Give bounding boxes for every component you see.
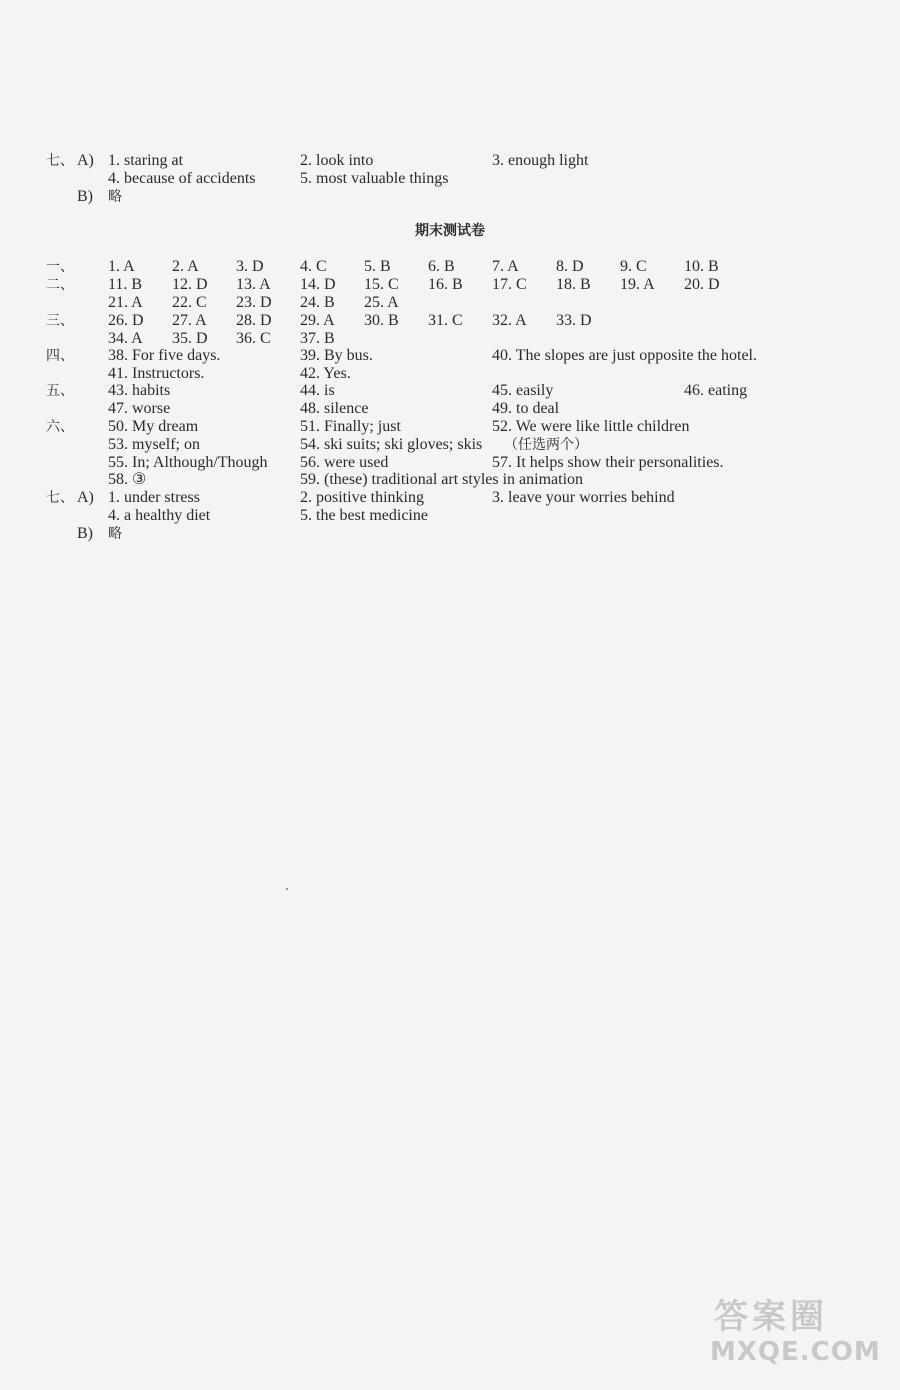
sub-label-a: A) — [77, 152, 94, 169]
answer-item: 19. A — [620, 276, 655, 293]
answer-item: 31. C — [428, 312, 463, 329]
section-label: 二、 — [46, 277, 74, 293]
answer-item: 58. ③ — [108, 471, 147, 488]
section-label: 三、 — [46, 313, 74, 329]
section-label: 五、 — [46, 383, 74, 399]
scan-speck — [286, 888, 288, 890]
answer-item: 3. D — [236, 258, 264, 275]
answer-item: 1. staring at — [108, 152, 184, 169]
sub-label-a: A) — [77, 489, 94, 506]
answer-note: （任选两个） — [504, 437, 588, 453]
answer-item: 18. B — [556, 276, 591, 293]
answer-item: 28. D — [236, 312, 272, 329]
watermark-text-en: MXQE.COM — [710, 1337, 881, 1367]
section-label: 七、 — [46, 153, 74, 169]
page-title: 期末测试卷 — [415, 223, 485, 239]
answer-item: 53. myself; on — [108, 436, 200, 453]
answer-item: 35. D — [172, 330, 208, 347]
sub-label-b: B) — [77, 188, 93, 205]
answer-item: 略 — [108, 526, 122, 542]
answer-item: 12. D — [172, 276, 208, 293]
section-label: 四、 — [46, 348, 74, 364]
answer-item: 6. B — [428, 258, 455, 275]
answer-item: 1. under stress — [108, 489, 200, 506]
answer-item: 15. C — [364, 276, 399, 293]
answer-item: 3. leave your worries behind — [492, 489, 675, 506]
answer-item: 51. Finally; just — [300, 418, 401, 435]
answer-item: 1. A — [108, 258, 135, 275]
answer-item: 26. D — [108, 312, 144, 329]
answer-item: 32. A — [492, 312, 527, 329]
answer-item: 5. the best medicine — [300, 507, 428, 524]
answer-item: 2. positive thinking — [300, 489, 424, 506]
answer-item: 45. easily — [492, 382, 554, 399]
sub-label-b: B) — [77, 525, 93, 542]
answer-item: 7. A — [492, 258, 519, 275]
answer-item: 2. look into — [300, 152, 374, 169]
answer-item: 38. For five days. — [108, 347, 221, 364]
answer-item: 16. B — [428, 276, 463, 293]
answer-item: 5. most valuable things — [300, 170, 449, 187]
answer-item: 5. B — [364, 258, 391, 275]
answer-item: 34. A — [108, 330, 143, 347]
answer-item: 14. D — [300, 276, 336, 293]
section-label: 七、 — [46, 490, 74, 506]
answer-item: 52. We were like little children — [492, 418, 690, 435]
answer-item: 42. Yes. — [300, 365, 351, 382]
answer-item: 4. because of accidents — [108, 170, 256, 187]
answer-item: 55. In; Although/Though — [108, 454, 268, 471]
answer-item: 11. B — [108, 276, 143, 293]
answer-item: 27. A — [172, 312, 207, 329]
answer-item: 49. to deal — [492, 400, 560, 417]
answer-item: 40. The slopes are just opposite the hotel. — [492, 347, 757, 364]
answer-item: 4. C — [300, 258, 327, 275]
answer-item: 54. ski suits; ski gloves; skis — [300, 436, 483, 453]
answer-item: 56. were used — [300, 454, 389, 471]
answer-item: 39. By bus. — [300, 347, 373, 364]
watermark-logo — [696, 1298, 886, 1368]
answer-item: 44. is — [300, 382, 335, 399]
answer-item: 37. B — [300, 330, 335, 347]
answer-item: 4. a healthy diet — [108, 507, 211, 524]
answer-item: 8. D — [556, 258, 584, 275]
answer-item: 30. B — [364, 312, 399, 329]
answer-item: 29. A — [300, 312, 335, 329]
answer-item: 17. C — [492, 276, 527, 293]
answer-item: 57. It helps show their personalities. — [492, 454, 724, 471]
section-label: 六、 — [46, 419, 74, 435]
answer-item: 46. eating — [684, 382, 748, 399]
answer-item: 10. B — [684, 258, 719, 275]
answer-item: 43. habits — [108, 382, 171, 399]
answer-item: 25. A — [364, 294, 399, 311]
answer-item: 33. D — [556, 312, 592, 329]
answer-item: 22. C — [172, 294, 207, 311]
watermark-text-cn: 答案圈 — [714, 1297, 828, 1337]
answer-item: 9. C — [620, 258, 647, 275]
answer-item: 47. worse — [108, 400, 171, 417]
answer-item: 21. A — [108, 294, 143, 311]
answer-item: 24. B — [300, 294, 335, 311]
answer-item: 23. D — [236, 294, 272, 311]
answer-item: 20. D — [684, 276, 720, 293]
answer-item: 3. enough light — [492, 152, 589, 169]
answer-item: 41. Instructors. — [108, 365, 205, 382]
answer-item: 50. My dream — [108, 418, 199, 435]
answer-item: 略 — [108, 189, 122, 205]
answer-item: 36. C — [236, 330, 271, 347]
section-label: 一、 — [46, 259, 74, 275]
answer-item: 48. silence — [300, 400, 369, 417]
answer-item: 59. (these) traditional art styles in animation — [300, 471, 584, 488]
answer-item: 2. A — [172, 258, 199, 275]
answer-item: 13. A — [236, 276, 271, 293]
